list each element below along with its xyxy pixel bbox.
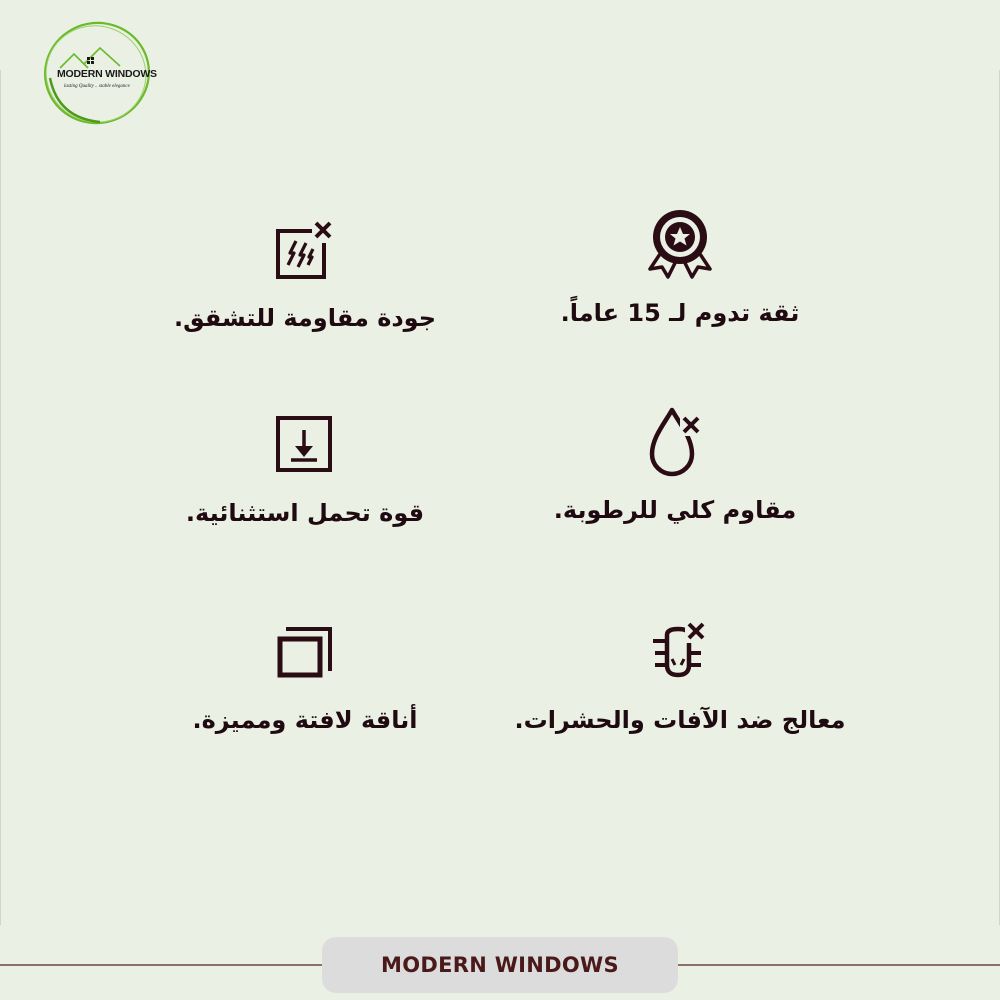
feature-label: معالج ضد الآفات والحشرات. bbox=[514, 706, 846, 734]
feature-humidity-resistant bbox=[553, 402, 797, 524]
award-ribbon-icon bbox=[640, 205, 720, 285]
logo-brand-name: MODERN WINDOWS bbox=[57, 68, 157, 80]
load-strength-icon bbox=[265, 405, 345, 485]
feature-warranty bbox=[560, 205, 800, 327]
feature-strength bbox=[175, 405, 435, 527]
feature-label: جودة مقاومة للتشقق. bbox=[173, 304, 437, 332]
feature-label: ثقة تدوم لـ 15 عاماً. bbox=[560, 299, 800, 327]
feature-pest-treated bbox=[510, 612, 850, 734]
feature-label: مقاوم كلي للرطوبة. bbox=[553, 496, 797, 524]
elegant-frames-icon bbox=[265, 612, 345, 692]
footer-brand-badge: MODERN WINDOWS bbox=[322, 937, 678, 993]
water-drop-resistant-icon bbox=[635, 402, 715, 482]
feature-label: قوة تحمل استثنائية. bbox=[185, 499, 425, 527]
anti-pest-icon bbox=[640, 612, 720, 692]
brand-logo bbox=[38, 18, 156, 128]
feature-crack-resistant bbox=[170, 210, 440, 332]
crack-resistant-icon bbox=[265, 210, 345, 290]
feature-elegance bbox=[190, 612, 420, 734]
left-border-line bbox=[0, 70, 1, 925]
logo-tagline: lasting Quality .. stable elegance bbox=[64, 84, 130, 89]
feature-label: أناقة لافتة ومميزة. bbox=[192, 706, 418, 734]
